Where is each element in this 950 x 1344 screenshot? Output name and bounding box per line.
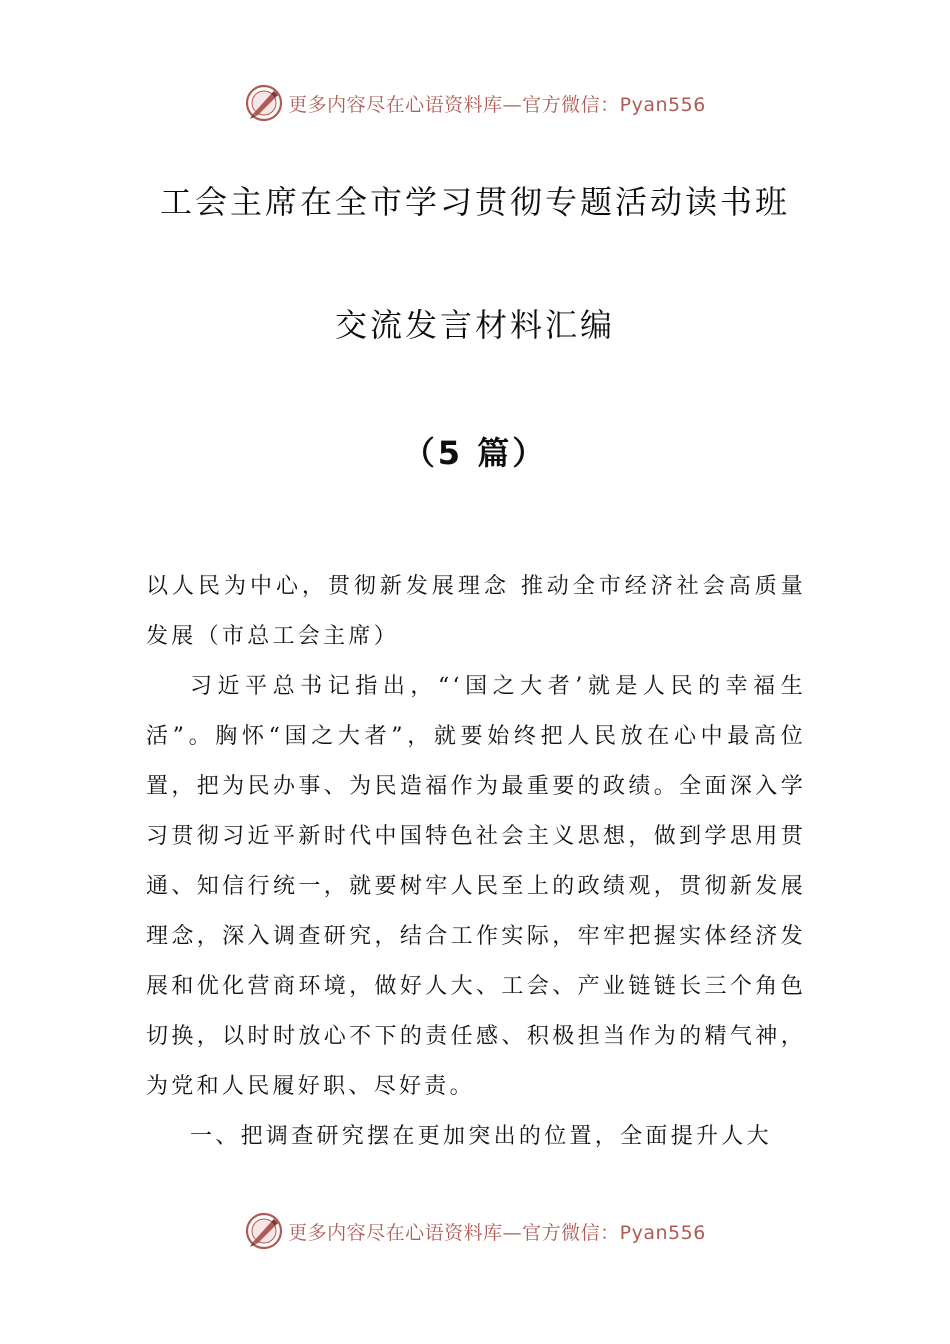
document-title-count: （5 篇） <box>402 434 548 472</box>
watermark-text: 更多内容尽在心语资料库—官方微信：Pyan556 <box>288 1221 706 1244</box>
pen-logo-icon <box>244 1211 284 1251</box>
body-paragraph: 习近平总书记指出，“‘国之大者’就是人民的幸福生活”。胸怀“国之大者”，就要始终把人民放在心中最高位置，把为民办事、为民造福作为最重要的政绩。全面深入学习贯彻习近平新时代中国特色社会主义思想，做到学思用贯通、知信行统一，就要树牢人民至上的政绩观，贯彻新发展理念，深入调查研究，结合工作实际，牢牢把握实体经济发展和优化营商环境，做好人大、工会、产业链链长三个角色切换，以时时放心不下的责任感、积极担当作为的精气神，为党和人民履好职、尽好责。 <box>146 674 806 1099</box>
footer-watermark <box>0 1206 950 1256</box>
section-heading: 以人民为中心，贯彻新发展理念 推动全市经济社会高质量发展（市总工会主席） <box>146 574 806 649</box>
body-paragraph: 一、把调查研究摆在更加突出的位置，全面提升人大 <box>190 1124 772 1149</box>
document-title-line2: 交流发言材料汇编 <box>334 306 615 344</box>
watermark-text: 更多内容尽在心语资料库—官方微信：Pyan556 <box>288 93 706 116</box>
wechat-id: Pyan556 <box>619 1221 706 1244</box>
document-title-line1: 工会主席在全市学习贯彻专题活动读书班 <box>159 183 790 221</box>
header-watermark <box>0 78 950 128</box>
document-body <box>146 562 806 1162</box>
pen-logo-icon <box>244 83 284 123</box>
wechat-id: Pyan556 <box>619 93 706 116</box>
